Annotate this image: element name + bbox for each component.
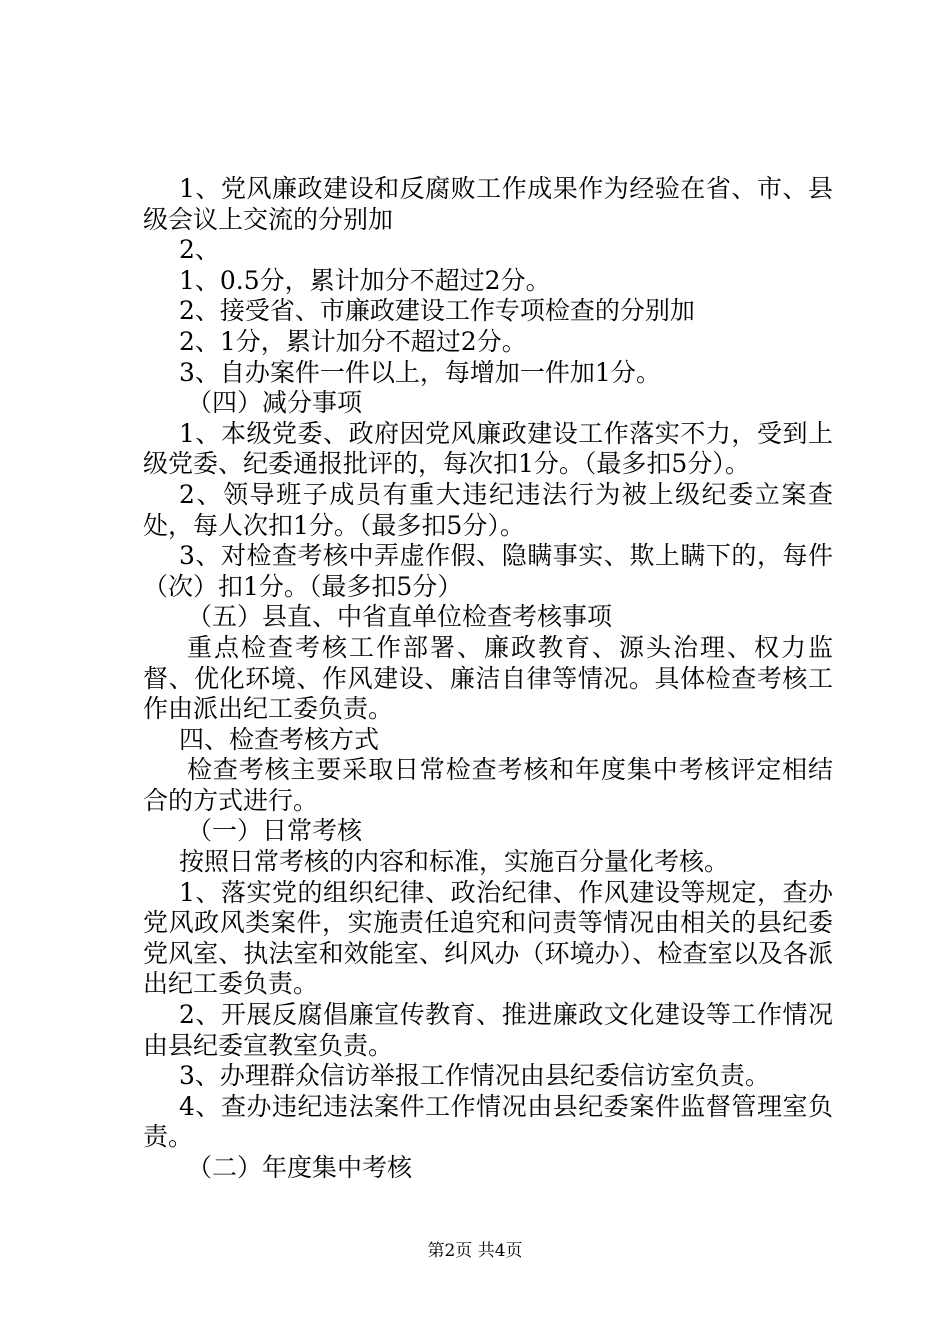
paragraph: 2、1分，累计加分不超过2分。 — [179, 326, 527, 356]
section-heading: （五）县直、中省直单位检查考核事项 — [187, 602, 613, 632]
paragraph: 重点检查考核工作部署、廉政教育、源头治理、权力监督、优化环境、作风建设、廉洁自律等情况。具体检查考核工作由派出纪工委负责。 — [143, 632, 833, 724]
paragraph: 2、 — [179, 235, 220, 265]
section-heading: （四）减分事项 — [187, 388, 363, 418]
section-heading: （一）日常考核 — [187, 816, 363, 846]
paragraph: 检查考核主要采取日常检查考核和年度集中考核评定相结合的方式进行。 — [143, 755, 833, 815]
section-heading: （二）年度集中考核 — [187, 1153, 413, 1182]
paragraph: 1、党风廉政建设和反腐败工作成果作为经验在省、市、县级会议上交流的分别加 — [143, 174, 833, 234]
paragraph: 1、0.5分，累计加分不超过2分。 — [179, 265, 551, 295]
paragraph: 3、对检查考核中弄虚作假、隐瞒事实、欺上瞒下的，每件（次）扣1分。（最多扣5分） — [143, 541, 833, 601]
paragraph: 2、领导班子成员有重大违纪违法行为被上级纪委立案查处，每人次扣1分。（最多扣5分）。 — [143, 479, 833, 540]
paragraph: 1、本级党委、政府因党风廉政建设工作落实不力，受到上级党委、纪委通报批评的，每次扣1分。（最多扣5分）。 — [143, 418, 833, 479]
paragraph: 3、自办案件一件以上，每增加一件加1分。 — [179, 357, 661, 387]
document-body — [143, 174, 833, 1184]
paragraph: 1、落实党的组织纪律、政治纪律、作风建设等规定，查办党风政风类案件，实施责任追究和问责等情况由相关的县纪委党风室、执法室和效能室、纠风办（环境办）、检查室以及各派出纪工委负责。 — [143, 877, 833, 999]
paragraph: 4、查办违纪违法案件工作情况由县纪委案件监督管理室负责。 — [143, 1091, 833, 1152]
paragraph: 2、接受省、市廉政建设工作专项检查的分别加 — [179, 296, 695, 326]
paragraph: 3、办理群众信访举报工作情况由县纪委信访室负责。 — [179, 1061, 770, 1091]
section-heading: 四、检查考核方式 — [179, 724, 380, 754]
paragraph: 2、开展反腐倡廉宣传教育、推进廉政文化建设等工作情况由县纪委宣教室负责。 — [143, 1000, 833, 1060]
page-footer: 第2页 共4页 — [427, 1241, 523, 1261]
paragraph: 按照日常考核的内容和标准，实施百分量化考核。 — [179, 847, 730, 877]
